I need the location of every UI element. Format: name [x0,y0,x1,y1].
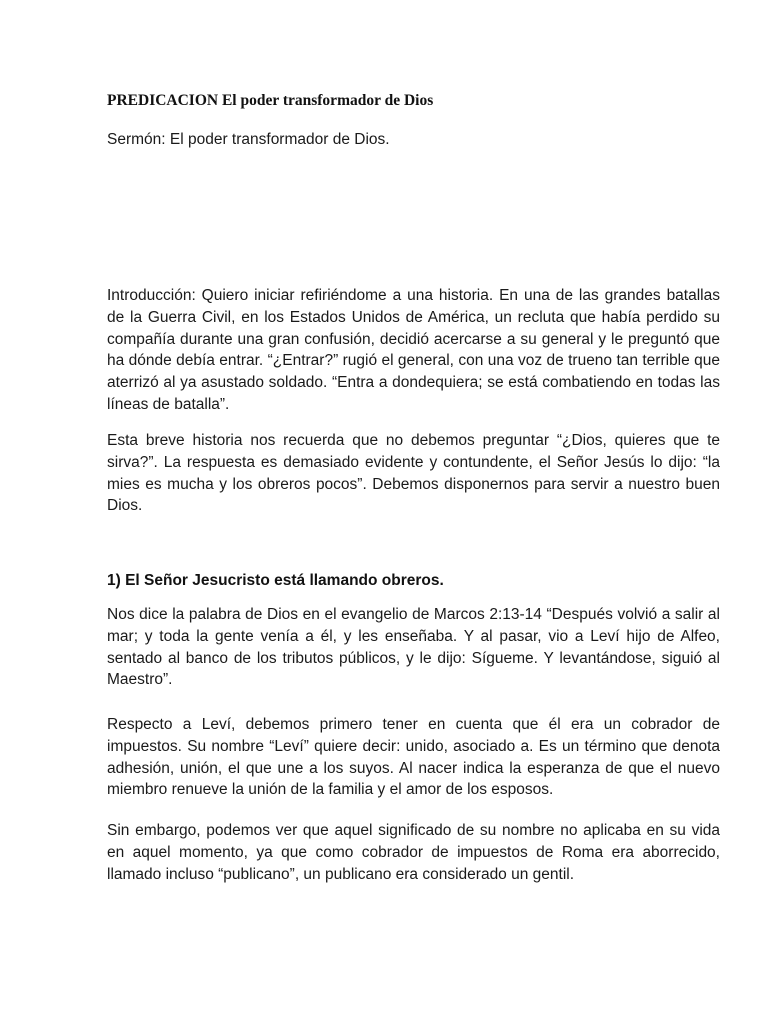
story-paragraph: Esta breve historia nos recuerda que no debemos preguntar “¿Dios, quieres que te sirva?”. La respuesta es demasiado evidente y contundente, el Señor Jesús lo dijo: “la mies es mucha y los obreros pocos”. Debemos disponernos para servir a nuestro buen Dios. [107,432,720,515]
marcos-paragraph: Nos dice la palabra de Dios en el evangelio de Marcos 2:13-14 “Después volvió a salir al mar; y toda la gente venía a él, y les enseñaba. Y al pasar, vio a Leví hijo de Alfeo, sentado al banco de los tributos públicos, y le dijo: Sígueme. Y levantándose, siguió al Maestro”. [107,606,720,689]
embargo-paragraph: Sin embargo, podemos ver que aquel significado de su nombre no aplicaba en su vida en aquel momento, ya que como cobrador de impuestos de Roma era aborrecido, llamado incluso “publicano”, un publicano era considerado un gentil. [107,822,720,883]
sermon-subtitle: Sermón: El poder transformador de Dios. [107,131,390,148]
section-heading: 1) El Señor Jesucristo está llamando obreros. [107,572,444,589]
document-title: PREDICACION El poder transformador de Dios [107,92,434,109]
levi-paragraph: Respecto a Leví, debemos primero tener en cuenta que él era un cobrador de impuestos. Su nombre “Leví” quiere decir: unido, asociado a. Es un término que denota adhesión, unión, el que une a los suyos. Al nacer indica la esperanza de que el nuevo miembro renueve la unión de la familia y el amor de los esposos. [107,716,720,799]
intro-paragraph: Introducción: Quiero iniciar refiriéndome a una historia. En una de las grandes batallas de la Guerra Civil, en los Estados Unidos de América, un recluta que había perdido su compañía durante una gran confusión, decidió acercarse a su general y le preguntó que ha dónde debía entrar. “¿Entrar?” rugió el general, con una voz de trueno tan terrible que aterrizó al ya asustado soldado. “Entra a dondequiera; se está combatiendo en todas las líneas de batalla”. [107,287,720,413]
